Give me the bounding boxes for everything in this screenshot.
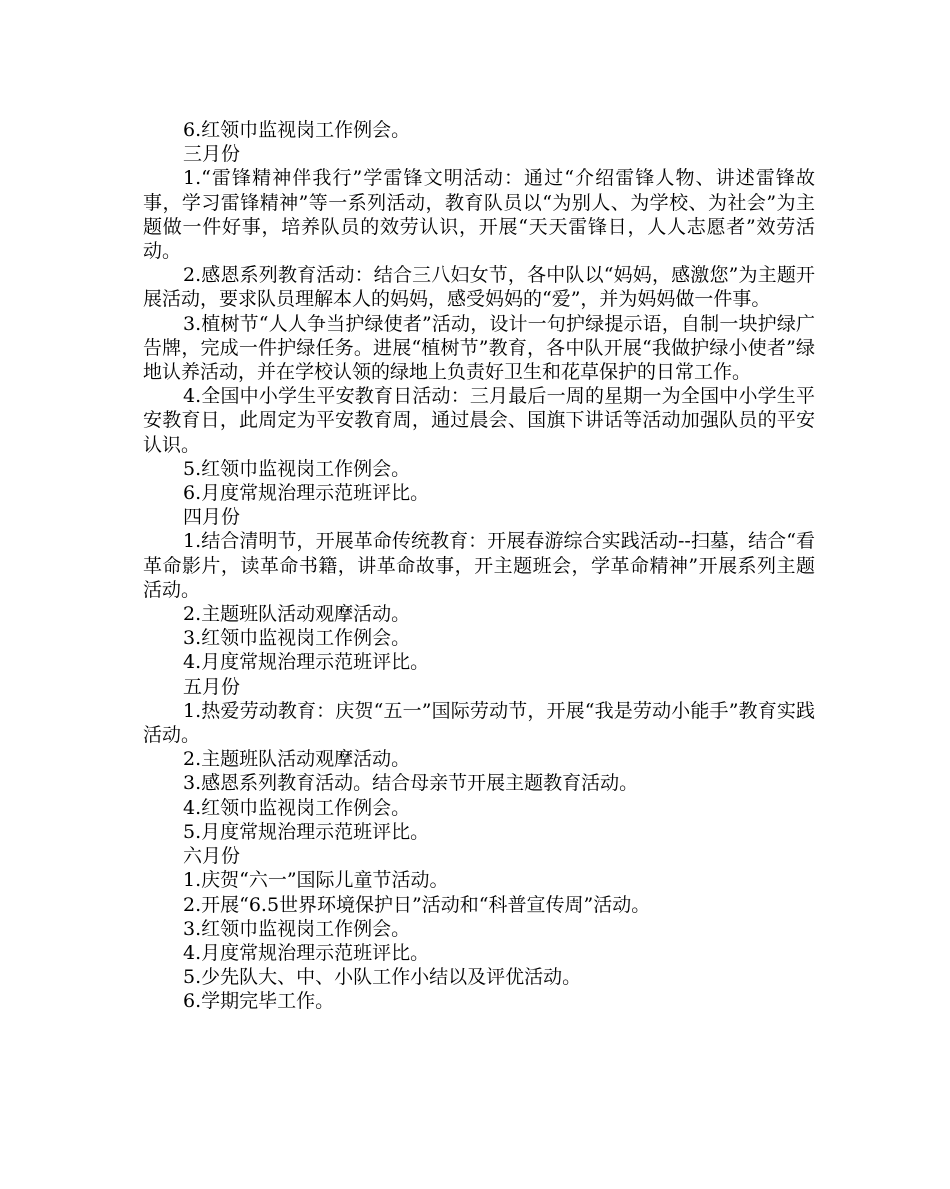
list-item: 1.庆贺“六一”国际儿童节活动。 xyxy=(183,869,449,892)
list-item: 4.红领巾监视岗工作例会。 xyxy=(183,796,411,819)
document-body xyxy=(143,118,815,1014)
list-item: 3.感恩系列教育活动。结合母亲节开展主题教育活动。 xyxy=(183,772,639,795)
list-item: 1.热爱劳动教育：庆贺“五一”国际劳动节，开展“我是劳动小能手”教育实践活动。 xyxy=(143,699,815,747)
list-item: 6.学期完毕工作。 xyxy=(183,990,335,1013)
list-item: 2.感恩系列教育活动：结合三八妇女节，各中队以“妈妈，感激您”为主题开展活动，要求队员理解本人的妈妈，感受妈妈的“爱”，并为妈妈做一件事。 xyxy=(143,264,815,311)
month-heading: 四月份 xyxy=(183,506,241,529)
list-item: 3.植树节“人人争当护绿使者”活动，设计一句护绿提示语，自制一块护绿广告牌，完成一件护绿任务。进展“植树节”教育，各中队开展“我做护绿小使者”绿地认养活动，并在学校认领的绿地上负责好卫生和花草保护的日常工作。 xyxy=(143,312,815,384)
list-item: 5.红领巾监视岗工作例会。 xyxy=(183,457,411,480)
list-item: 2.主题班队活动观摩活动。 xyxy=(183,603,411,626)
list-item: 4.月度常规治理示范班评比。 xyxy=(183,941,430,964)
list-item: 5.少先队大、中、小队工作小结以及评优活动。 xyxy=(183,966,582,989)
month-heading: 五月份 xyxy=(183,675,241,698)
list-item: 6.红领巾监视岗工作例会。 xyxy=(183,119,411,141)
list-item: 1.“雷锋精神伴我行”学雷锋文明活动：通过“介绍雷锋人物、讲述雷锋故事，学习雷锋精神”等一系列活动，教育队员以“为别人、为学校、为社会”为主题做一件好事，培养队员的效劳认识，开展“天天雷锋日，人人志愿者”效劳活动。 xyxy=(143,167,815,263)
list-item: 5.月度常规治理示范班评比。 xyxy=(183,820,430,843)
list-item: 3.红领巾监视岗工作例会。 xyxy=(183,917,411,940)
month-heading: 三月份 xyxy=(183,143,241,166)
list-item: 2.主题班队活动观摩活动。 xyxy=(183,748,411,771)
list-item: 4.月度常规治理示范班评比。 xyxy=(183,651,430,674)
month-heading: 六月份 xyxy=(183,845,241,868)
list-item: 1.结合清明节，开展革命传统教育：开展春游综合实践活动--扫墓，结合“看革命影片，读革命书籍，讲革命故事，开主题班会，学革命精神”开展系列主题活动。 xyxy=(143,530,815,601)
list-item: 3.红领巾监视岗工作例会。 xyxy=(183,627,411,650)
list-item: 4.全国中小学生平安教育日活动：三月最后一周的星期一为全国中小学生平安教育日，此周定为平安教育周，通过晨会、国旗下讲话等活动加强队员的平安认识。 xyxy=(143,385,815,456)
list-item: 2.开展“6.5世界环境保护日”活动和“科普宣传周”活动。 xyxy=(183,893,651,916)
list-item: 6.月度常规治理示范班评比。 xyxy=(183,482,430,505)
